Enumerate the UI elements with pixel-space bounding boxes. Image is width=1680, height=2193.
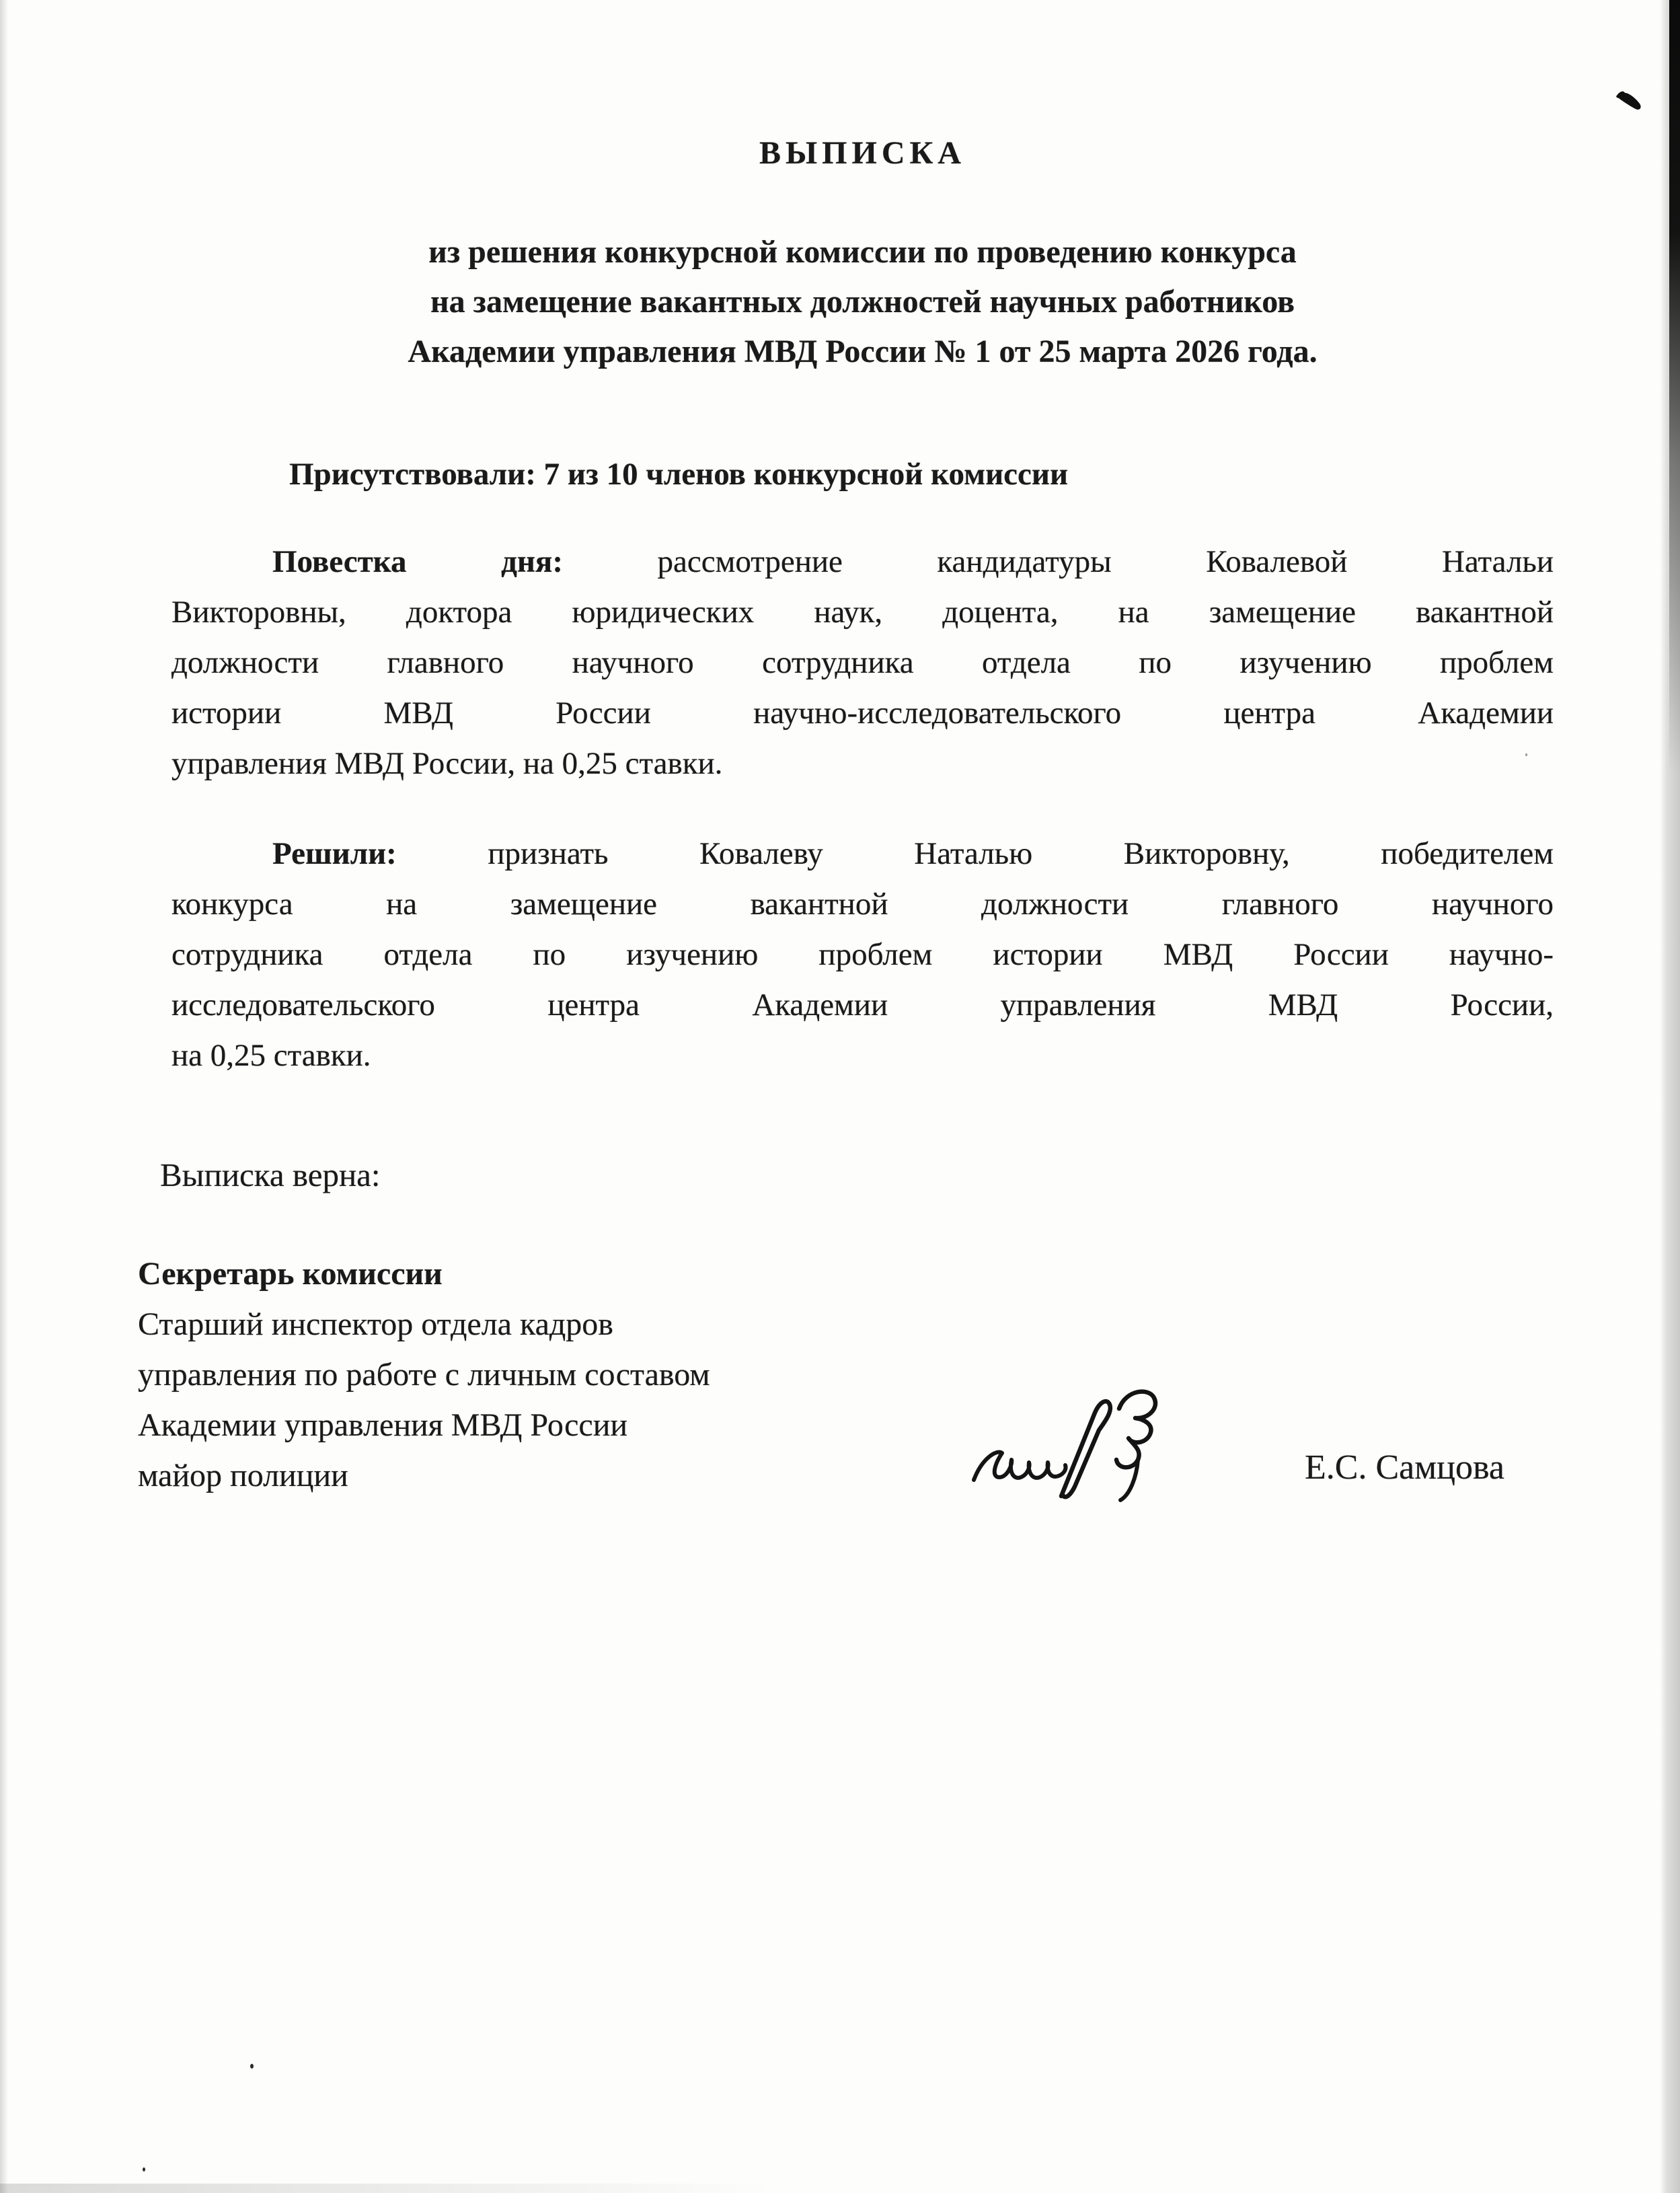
certification-line: Выписка верна: (160, 1156, 381, 1193)
scan-speck (143, 2167, 145, 2171)
decision-paragraph (171, 829, 1554, 1081)
attendance-line: Присутствовали: 7 из 10 членов конкурсной комиссии (289, 457, 1069, 492)
decision-label: Решили: (272, 836, 397, 871)
signatory-block (138, 1249, 710, 1501)
signatory-name: Е.С. Самцова (1305, 1448, 1504, 1487)
handwritten-signature-icon (963, 1378, 1185, 1522)
decision-line (171, 829, 1554, 879)
signatory-role-title: Секретарь комиссии (138, 1256, 443, 1292)
decision-line: на 0,25 ставки. (171, 1038, 371, 1073)
decision-line: конкурса на замещение вакантной должности главного научного (171, 887, 1554, 922)
subtitle-line: на замещение вакантных должностей научных работников (430, 284, 1295, 320)
agenda-line: управления МВД России, на 0,25 ставки. (171, 746, 723, 781)
pen-mark-icon (1613, 89, 1646, 112)
decision-line: сотрудника отдела по изучению проблем истории МВД России научно- (171, 937, 1554, 972)
signatory-role-line: Старший инспектор отдела кадров (138, 1306, 613, 1342)
scan-edge-shadow (1669, 0, 1680, 774)
document-title: ВЫПИСКА (759, 135, 966, 171)
decision-text: признать Ковалеву Наталью Викторовну, победителем (488, 836, 1554, 871)
agenda-text: рассмотрение кандидатуры Ковалевой Натальи (657, 544, 1554, 579)
scan-edge-left (0, 0, 8, 2193)
subtitle-line: Академии управления МВД России № 1 от 25 марта 2026 года. (408, 334, 1318, 369)
document-subtitle (171, 227, 1554, 377)
signatory-role-line: управления по работе с личным составом (138, 1357, 710, 1392)
signatory-role-line: Академии управления МВД России (138, 1407, 628, 1443)
scan-edge-bottom (0, 2184, 773, 2193)
subtitle-line: из решения конкурсной комиссии по проведению конкурса (428, 234, 1297, 270)
agenda-label: Повестка дня: (272, 544, 563, 579)
decision-line: исследовательского центра Академии управления МВД России, (171, 988, 1554, 1023)
scan-speck (250, 2064, 254, 2069)
scan-speck (1525, 753, 1527, 756)
agenda-line: истории МВД России научно-исследовательского центра Академии (171, 696, 1554, 731)
agenda-line: Викторовны, доктора юридических наук, доцента, на замещение вакантной (171, 595, 1554, 630)
agenda-paragraph (171, 537, 1554, 789)
agenda-line (171, 537, 1554, 587)
signatory-role-line: майор полиции (138, 1458, 348, 1493)
agenda-line: должности главного научного сотрудника отдела по изучению проблем (171, 645, 1554, 680)
